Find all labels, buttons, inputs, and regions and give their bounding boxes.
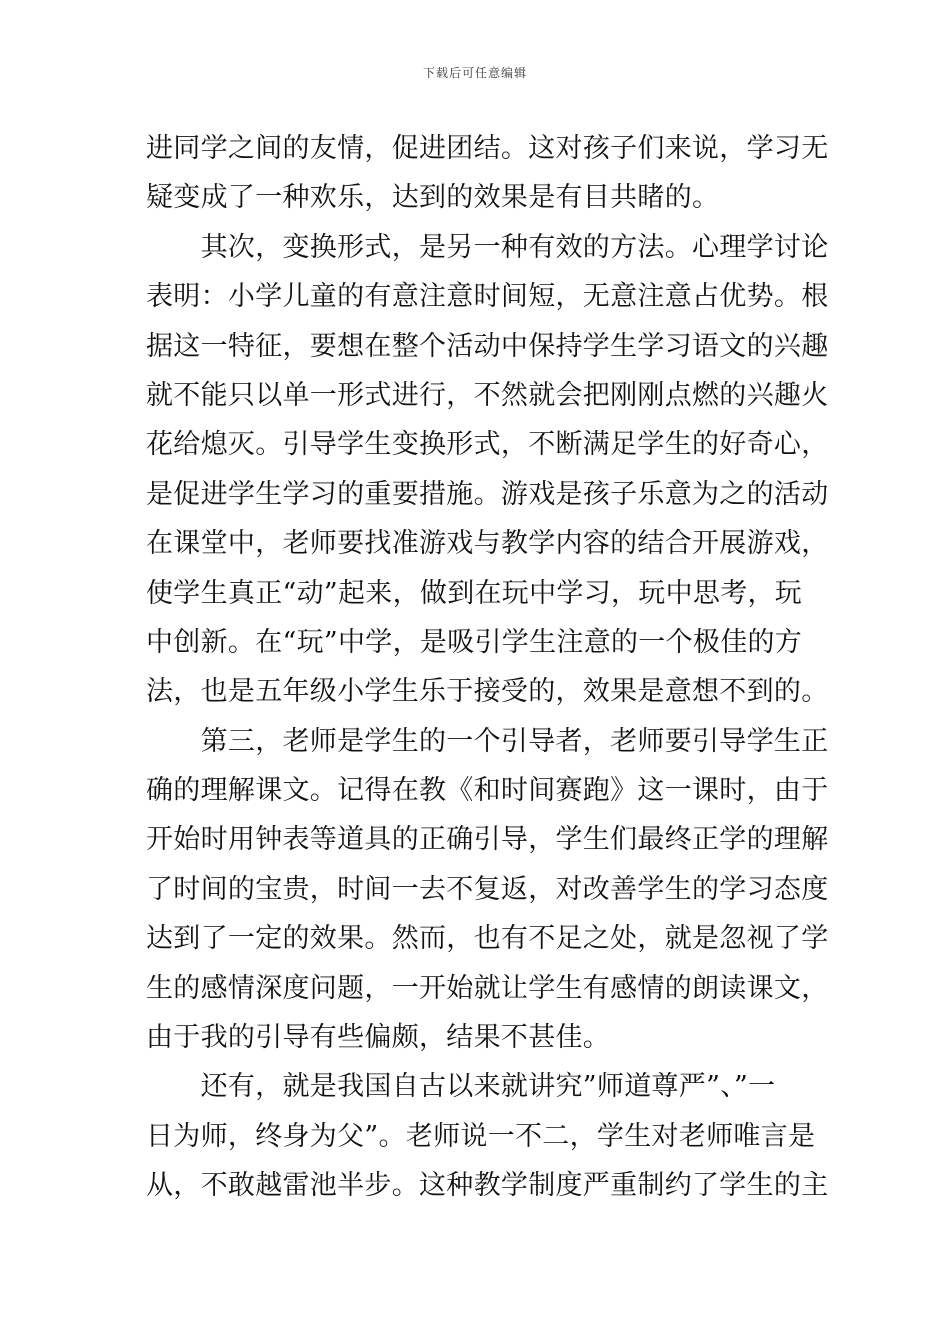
page-header-note: 下载后可任意编辑 [422,66,527,80]
text-line: 开始时用钟表等道具的正确引导，学生们最终正学的理解 [146,824,829,856]
text-line: 中创新。在“玩”中学，是吸引学生注意的一个极佳的方 [146,626,803,658]
text-line: 表明：小学儿童的有意注意时间短，无意注意占优势。根 [146,281,829,313]
text-line: 了时间的宝贵，时间一去不复返，对改善学生的学习态度 [146,873,829,905]
text-line: 第三，老师是学生的一个引导者，老师要引导学生正 [146,725,829,757]
text-line: 其次，变换形式，是另一种有效的方法。心理学讨论 [146,231,829,263]
text-line: 法，也是五年级小学生乐于接受的，效果是意想不到的。 [146,676,829,708]
text-line: 在课堂中，老师要找准游戏与教学内容的结合开展游戏， [146,528,829,560]
text-line: 花给熄灭。引导学生变换形式，不断满足学生的好奇心， [146,429,829,461]
text-line: 由于我的引导有些偏颇，结果不甚佳。 [146,1022,611,1054]
text-line: 进同学之间的友情，促进团结。这对孩子们来说，学习无 [146,133,829,164]
text-line: 据这一特征，要想在整个活动中保持学生学习语文的兴趣 [146,330,829,362]
text-line: 日为师，终身为父”。老师说一不二，学生对老师唯言是 [146,1120,816,1152]
text-line: 是促进学生学习的重要措施。游戏是孩子乐意为之的活动 [146,478,829,510]
text-line: 就不能只以单一形式进行，不然就会把刚刚点燃的兴趣火 [146,379,829,411]
text-line: 从，不敢越雷池半步。这种教学制度严重制约了学生的主 [146,1170,829,1202]
text-line: 还有，就是我国自古以来就讲究”师道尊严”、”一 [146,1071,776,1103]
document-body [146,124,829,1211]
text-line: 确的理解课文。记得在教《和时间赛跑》这一课时，由于 [146,775,829,807]
text-line: 达到了一定的效果。然而，也有不足之处，就是忽视了学 [146,923,829,955]
text-line: 疑变成了一种欢乐，达到的效果是有目共睹的。 [146,182,720,214]
text-line: 使学生真正“动”起来，做到在玩中学习，玩中思考，玩 [146,577,803,609]
text-line: 生的感情深度问题，一开始就让学生有感情的朗读课文， [146,972,829,1004]
